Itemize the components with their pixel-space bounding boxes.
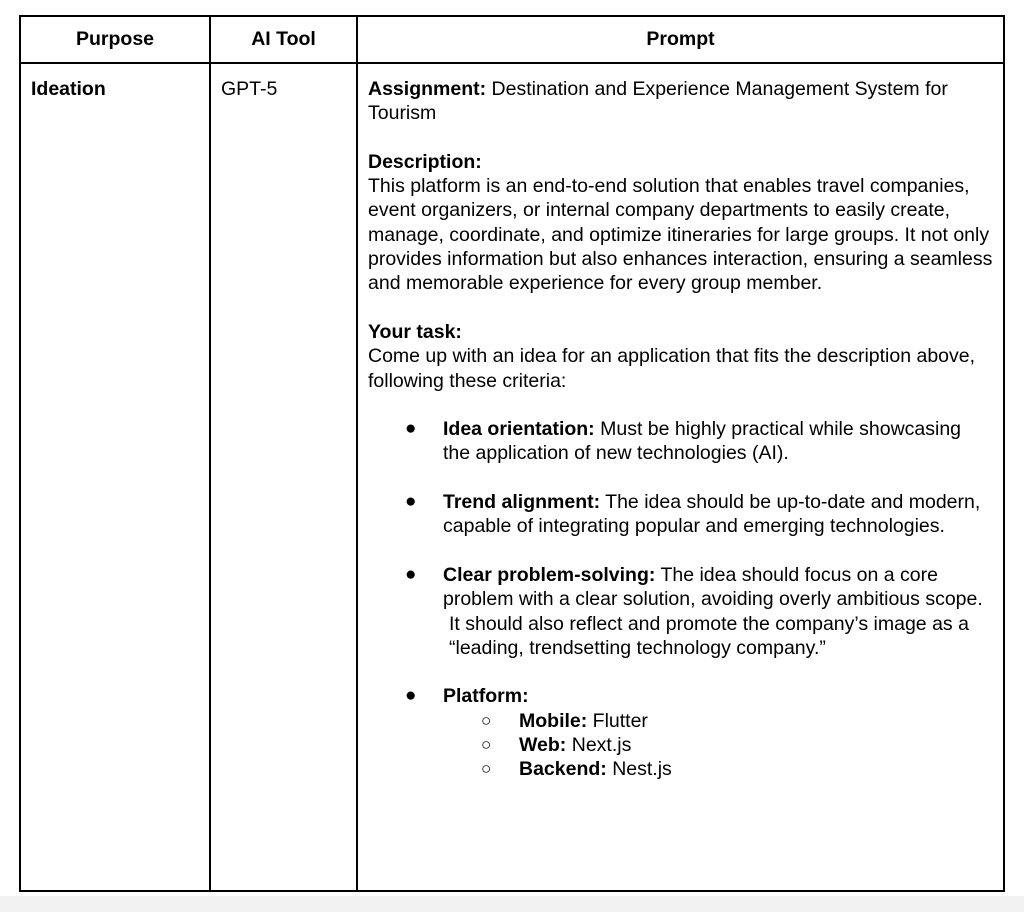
platform-item-value: Nest.js	[606, 758, 672, 781]
criteria-item-trend-alignment	[405, 490, 993, 539]
criteria-text: The idea should focus on a core problem with a clear solution, avoiding overly ambitious scope.	[443, 563, 983, 611]
platform-list	[443, 709, 993, 782]
cell-prompt	[357, 63, 1004, 891]
table-row	[20, 63, 1004, 891]
bullet-icon: ●	[405, 685, 417, 707]
header-ai-tool: AI Tool	[210, 16, 357, 63]
criteria-label: Trend alignment:	[443, 491, 601, 514]
bullet-icon: ●	[405, 491, 417, 513]
criteria-item-platform	[405, 684, 993, 781]
description-label: Description:	[368, 150, 482, 173]
assignment-text: Destination and Experience Management System for Tourism	[368, 78, 948, 125]
platform-item-label: Backend:	[519, 758, 607, 781]
assignment-label: Assignment:	[368, 78, 487, 100]
task-text: Come up with an idea for an application that fits the description above, following these criteria:	[368, 345, 976, 392]
platform-item-label: Web:	[519, 734, 567, 757]
criteria-item-problem-solving	[405, 563, 993, 660]
criteria-label: Clear problem-solving:	[443, 563, 656, 586]
bullet-icon: ●	[405, 563, 417, 585]
header-prompt: Prompt	[357, 16, 1004, 63]
sub-bullet-icon: ○	[481, 735, 492, 755]
prompt-table	[19, 15, 1005, 892]
platform-item-value: Next.js	[566, 734, 632, 757]
description-text: This platform is an end-to-end solution that enables travel companies, event organizers, or internal company departments to easily create, manage, coordinate, and optimize itineraries for large groups. It not only provides information but also enhances interaction, ensuring a seamless and memorable experience for every group member.	[368, 175, 993, 295]
criteria-label: Idea orientation:	[443, 418, 595, 441]
criteria-extra-text: It should also reflect and promote the company’s image as a “leading, trendsetting technology company.”	[449, 612, 969, 659]
cell-ai-tool: GPT-5	[210, 63, 357, 891]
task-label: Your task:	[368, 320, 462, 343]
platform-item-backend	[481, 757, 993, 781]
sub-bullet-icon: ○	[481, 710, 492, 730]
criteria-text: Must be highly practical while showcasing the application of new technologies (AI).	[443, 418, 962, 465]
criteria-text: The idea should be up-to-date and modern, capable of integrating popular and emerging technologies.	[443, 491, 981, 538]
platform-item-web	[481, 733, 993, 757]
criteria-list	[368, 417, 993, 781]
cell-purpose: Ideation	[20, 63, 210, 891]
bullet-icon: ●	[405, 418, 417, 440]
assignment-paragraph	[368, 77, 993, 126]
table-header-row	[20, 16, 1004, 63]
platform-item-value: Flutter	[587, 709, 648, 732]
sub-bullet-icon: ○	[481, 759, 492, 779]
platform-label: Platform:	[443, 685, 529, 708]
header-purpose: Purpose	[20, 16, 210, 63]
criteria-item-idea-orientation	[405, 417, 993, 466]
platform-item-label: Mobile:	[519, 709, 588, 732]
platform-item-mobile	[481, 709, 993, 733]
